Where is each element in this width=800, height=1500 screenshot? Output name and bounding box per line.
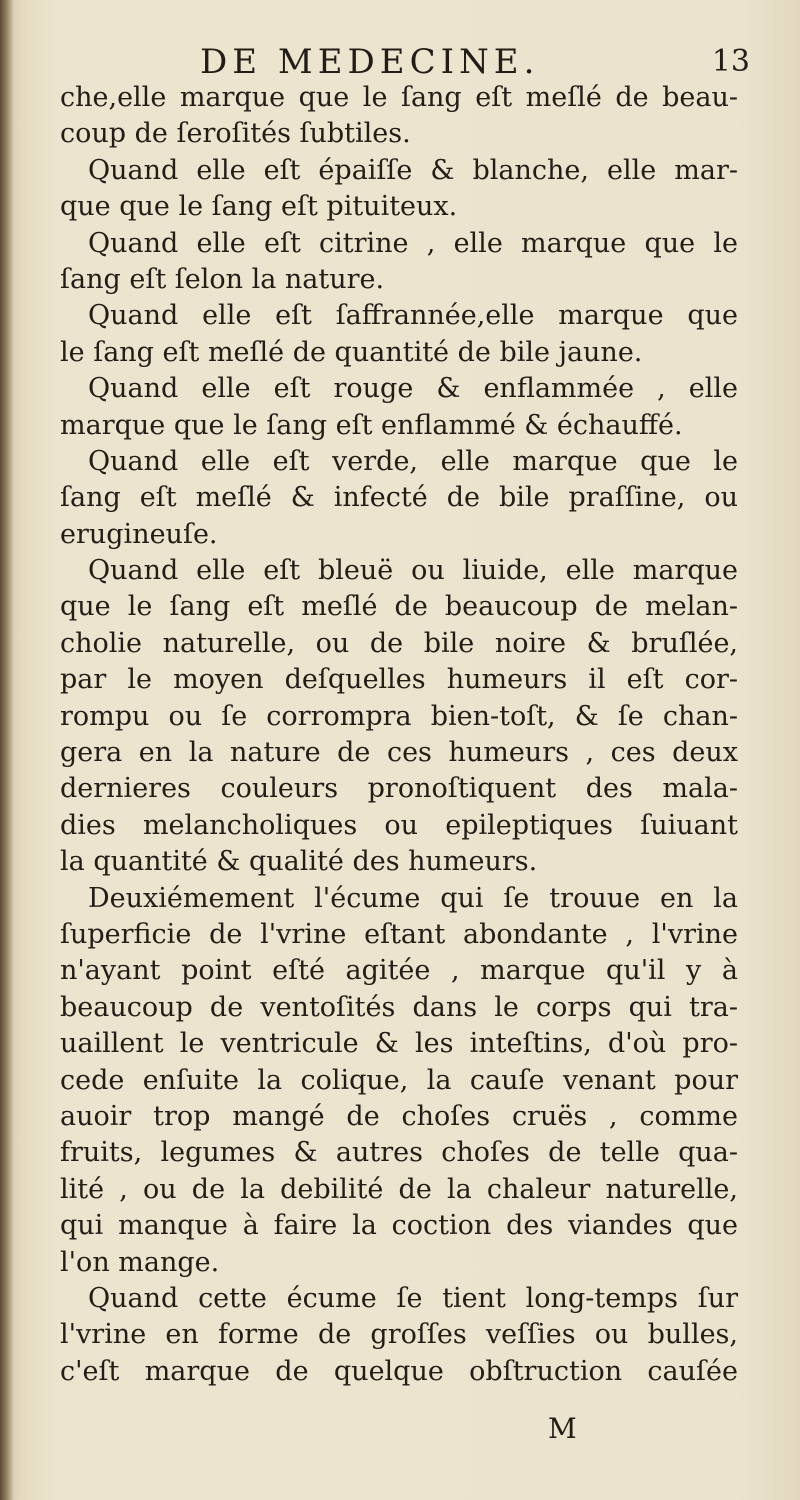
- text-line: auoir trop mangé de choſes cruës , comme: [60, 1100, 738, 1132]
- text-line: par le moyen deſquelles humeurs il eſt cor-: [60, 664, 738, 696]
- text-line: marque que le ſang eſt enflammé & échauffé.: [60, 409, 683, 441]
- text-line: dies melancholiques ou epileptiques ſuiuant: [60, 809, 738, 841]
- text-line: ſang eſt ſelon la nature.: [60, 263, 385, 295]
- text-line: cede enſuite la colique, la cauſe venant pour: [60, 1064, 738, 1096]
- text-line: Quand elle eſt citrine , elle marque que le: [88, 227, 738, 259]
- text-line: che,elle marque que le ſang eſt meſlé de beau-: [60, 82, 738, 113]
- text-line: Quand cette écume ſe tient long-temps ſur: [88, 1282, 738, 1314]
- text-line: que le ſang eſt meſlé de beaucoup de melan-: [60, 591, 738, 623]
- body-text: [60, 80, 738, 1390]
- text-line: que que le ſang eſt pituiteux.: [60, 191, 458, 223]
- text-line: Quand elle eſt verde, elle marque que le: [88, 445, 738, 477]
- text-line: fruits, legumes & autres choſes de telle qua-: [60, 1137, 738, 1169]
- text-line: coup de ſeroſités ſubtiles.: [60, 118, 411, 150]
- text-line: rompu ou ſe corrompra bien-toſt, & ſe chan-: [60, 700, 738, 732]
- page-gutter: [0, 0, 14, 1500]
- text-line: beaucoup de ventoſités dans le corps qui tra-: [60, 991, 738, 1023]
- page-header: [60, 40, 750, 84]
- signature-mark: M: [548, 1412, 579, 1445]
- text-line: cholie naturelle, ou de bile noire & bruſlée,: [60, 627, 738, 659]
- text-line: n'ayant point eſté agitée , marque qu'il y à: [60, 955, 738, 987]
- page-number: 13: [711, 44, 750, 79]
- text-line: gera en la nature de ces humeurs , ces deux: [60, 737, 738, 769]
- text-line: Quand elle eſt rouge & enflammée , elle: [88, 373, 738, 405]
- text-line: l'vrine en forme de groſſes veſſies ou bulles,: [60, 1319, 738, 1351]
- text-line: le ſang eſt meſlé de quantité de bile jaune.: [60, 336, 643, 368]
- text-line: Quand elle eſt épaiſſe & blanche, elle mar-: [88, 154, 738, 186]
- text-line: lité , ou de la debilité de la chaleur naturelle,: [60, 1173, 738, 1205]
- text-line: dernieres couleurs pronoſtiquent des mala-: [60, 773, 738, 805]
- text-line: Quand elle eſt ſaffrannée,elle marque que: [88, 300, 738, 332]
- text-line: qui manque à faire la coction des viandes que: [60, 1210, 738, 1242]
- text-line: la quantité & qualité des humeurs.: [60, 846, 538, 878]
- text-line: c'eſt marque de quelque obſtruction cauſée: [60, 1355, 738, 1387]
- text-line: ſang eſt meſlé & infecté de bile praſſine, ou: [60, 482, 738, 514]
- running-title: DE MEDECINE.: [200, 42, 540, 82]
- text-line: Deuxiémement l'écume qui ſe trouue en la: [88, 882, 738, 914]
- text-line: ſuperficie de l'vrine eſtant abondante , l'vrine: [60, 918, 738, 950]
- text-line: Quand elle eſt bleuë ou liuide, elle marque: [88, 555, 738, 587]
- text-line: erugineuſe.: [60, 518, 218, 550]
- text-line: uaillent le ventricule & les inteſtins, d'où pro-: [60, 1028, 738, 1060]
- text-line: l'on mange.: [60, 1246, 220, 1278]
